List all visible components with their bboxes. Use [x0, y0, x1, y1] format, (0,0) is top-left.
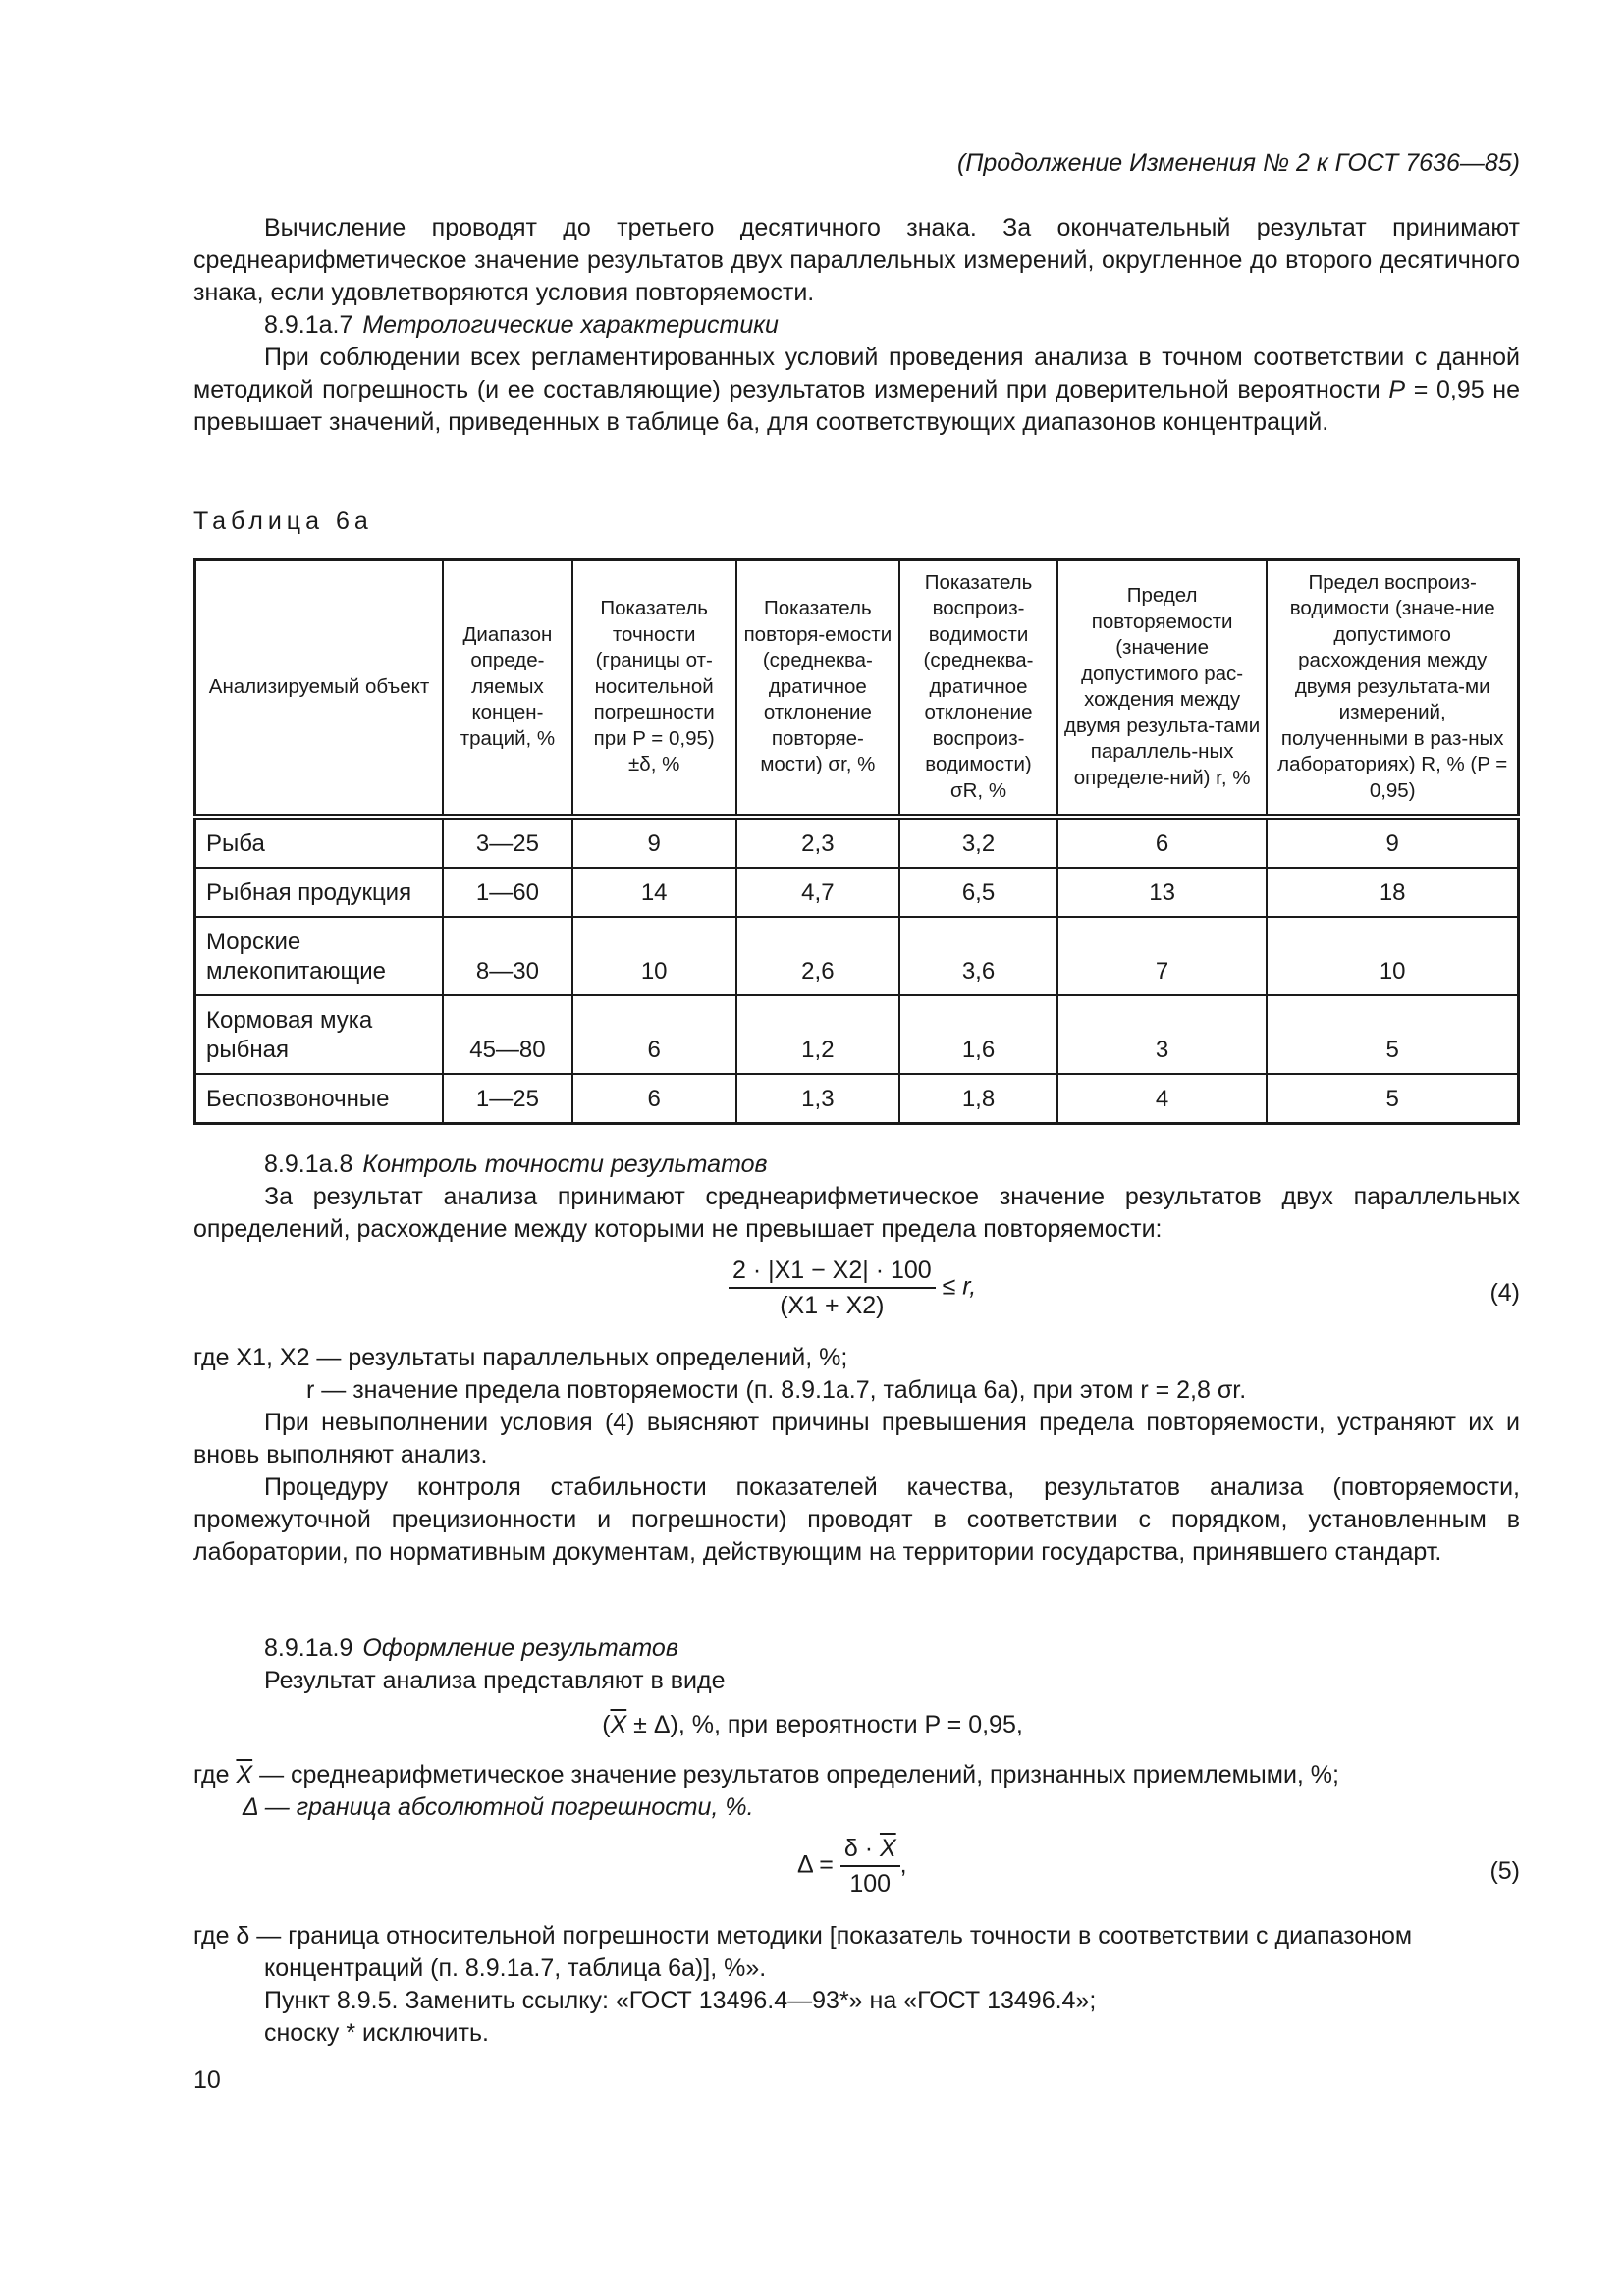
cell-object: Рыбная продукция [195, 868, 444, 917]
denominator: 100 [849, 1870, 892, 1897]
text-span: При соблюдении всех регламентированных условий проведения анализа в точном соответствии с данной методикой погрешность (и ее составляющие) результатов измерений при доверительной вероятности [193, 344, 1520, 403]
cell-accuracy: 10 [572, 917, 736, 995]
section-8-9-1a-8 [193, 1148, 1520, 1569]
amendment-footnote: сноску * исключить. [264, 2019, 489, 2047]
cell-object: Рыба [195, 817, 444, 868]
where-x-bar [193, 1759, 1520, 1791]
table-row [195, 917, 1519, 995]
formula-lhs: Δ = [797, 1850, 834, 1879]
cell-range: 1—60 [443, 868, 572, 917]
text-span: — среднеарифметическое значение результатов определений, признанных приемлемыми, %; [252, 1761, 1339, 1789]
running-head: (Продолжение Изменения № 2 к ГОСТ 7636—85) [956, 149, 1520, 177]
denominator: (X1 + X2) [780, 1292, 885, 1319]
formula-rhs: ≤ r, [942, 1272, 977, 1301]
cell-accuracy: 9 [572, 817, 736, 868]
section-heading-8-9-1a-7 [193, 309, 1520, 342]
header-accuracy: Показатель точности (границы от-носительной погрешности при P = 0,95) ±δ, % [572, 560, 736, 818]
cell-sigma-r: 1,2 [736, 995, 900, 1074]
x-bar: $\overline{X}$ [236, 1761, 253, 1789]
header-reproducibility-limit: Предел воспроиз-водимости (значе-ние допустимого расхождения между двумя результата-ми измерений, полученными в раз-ных лабораториях) R, % (P = 0,95) [1267, 560, 1518, 818]
table-row [195, 1074, 1519, 1124]
x-bar: $\overline{X}$ [610, 1711, 627, 1738]
cell-sigma-r: 1,3 [736, 1074, 900, 1124]
cell-R: 18 [1267, 868, 1518, 917]
cell-object: Кормовая мука рыбная [195, 995, 444, 1074]
cell-object: Беспозвоночные [195, 1074, 444, 1124]
text-span: δ · [843, 1835, 880, 1862]
numerator [840, 1834, 900, 1867]
section-title: Оформление результатов [362, 1634, 678, 1662]
cell-R: 10 [1267, 917, 1518, 995]
cell-range: 3—25 [443, 817, 572, 868]
equation-number: (4) [1489, 1279, 1520, 1307]
formula-4 [193, 1255, 1520, 1334]
fraction [729, 1255, 936, 1320]
table-caption: Таблица 6а [193, 507, 373, 535]
cell-sigma-r: 4,7 [736, 868, 900, 917]
header-repeatability: Показатель повторя-емости (среднеква-дратичное отклонение повторяе-мости) σr, % [736, 560, 900, 818]
header-reproducibility: Показатель воспроиз-водимости (среднеква-дратичное отклонение воспроиз-водимости) σR, % [899, 560, 1057, 818]
cell-accuracy: 14 [572, 868, 736, 917]
table-row [195, 868, 1519, 917]
cell-sigma-R: 6,5 [899, 868, 1057, 917]
cell-sigma-R: 1,8 [899, 1074, 1057, 1124]
cell-sigma-R: 1,6 [899, 995, 1057, 1074]
paragraph-failure: При невыполнении условия (4) выясняют причины превышения предела повторяемости, устраняют их и вновь выполняют анализ. [193, 1409, 1520, 1468]
cell-sigma-r: 2,3 [736, 817, 900, 868]
section-heading-8-9-1a-8 [193, 1148, 1520, 1181]
fraction [840, 1834, 900, 1898]
numerator: 2 · |X1 − X2| · 100 [729, 1255, 936, 1289]
cell-r: 3 [1057, 995, 1268, 1074]
cell-sigma-R: 3,2 [899, 817, 1057, 868]
text-span: где [193, 1761, 237, 1789]
table-6a-wrapper [193, 558, 1520, 1125]
equation-number: (5) [1489, 1857, 1520, 1885]
section-title: Метрологические характеристики [362, 311, 779, 339]
formula-5-expression: Δ = $\frac{\delta \cdot \overline{X}}{100}$ , [797, 1835, 907, 1897]
cell-accuracy: 6 [572, 995, 736, 1074]
where-delta: Δ — граница абсолютной погрешности, %. [243, 1793, 754, 1821]
section-8-9-1a-9 [193, 1632, 1520, 2050]
header-object: Анализируемый объект [195, 560, 444, 818]
table-row [195, 817, 1519, 868]
where-r: r — значение предела повторяемости (п. 8.9.1а.7, таблица 6а), при этом r = 2,8 σr. [306, 1376, 1247, 1404]
section-number: 8.9.1а.8 [264, 1150, 353, 1178]
page-number: 10 [193, 2066, 221, 2094]
cell-range: 1—25 [443, 1074, 572, 1124]
text-span: ± Δ), %, при вероятности P = 0,95, [626, 1711, 1023, 1738]
header-range: Диапазон опреде-ляемых концен-траций, % [443, 560, 572, 818]
x-bar: $\overline{X}$ [879, 1835, 896, 1862]
cell-R: 5 [1267, 995, 1518, 1074]
cell-R: 5 [1267, 1074, 1518, 1124]
paragraph-stability-control: Процедуру контроля стабильности показателей качества, результатов анализа (повторяемости, промежуточной прецизионности и погрешности) проводят в соответствии с порядком, установленным в лаборатории, по нормативным документам, действующим на территории государства, принявшего стандарт. [193, 1473, 1520, 1566]
paragraph-result-form: Результат анализа представляют в виде [264, 1667, 726, 1694]
where-x1-x2: где X1, X2 — результаты параллельных определений, %; [193, 1344, 848, 1371]
where-delta-relative: где δ — граница относительной погрешности методики [показатель точности в соответствии с диапазоном концентраций (п. 8.9.1а.7, таблица 6а)], %». [193, 1922, 1413, 1982]
formula-5 [193, 1834, 1520, 1912]
cell-range: 45—80 [443, 995, 572, 1074]
cell-r: 6 [1057, 817, 1268, 868]
text-span: = 0,95 не превышает значений, приведенных в таблице 6а, для соответствующих диапазонов концентраций. [193, 376, 1520, 436]
cell-R: 9 [1267, 817, 1518, 868]
cell-object: Морские млекопитающие [195, 917, 444, 995]
cell-sigma-R: 3,6 [899, 917, 1057, 995]
text-span: P [1388, 376, 1406, 403]
table-header-row [195, 560, 1519, 818]
header-repeatability-limit: Предел повторяемости (значение допустимого рас-хождения между двумя результа-тами параллель-ных определе-ний) r, % [1057, 560, 1268, 818]
section-title: Контроль точности результатов [362, 1150, 768, 1178]
table-6a [193, 558, 1520, 1125]
cell-sigma-r: 2,6 [736, 917, 900, 995]
formula-4-expression [729, 1255, 976, 1320]
cell-r: 7 [1057, 917, 1268, 995]
paragraph-accuracy-control: За результат анализа принимают среднеарифметическое значение результатов двух параллельных определений, расхождение между которыми не превышает предела повторяемости: [193, 1183, 1520, 1243]
section-number: 8.9.1а.7 [264, 311, 353, 339]
cell-r: 4 [1057, 1074, 1268, 1124]
table-row [195, 995, 1519, 1074]
amendment-8-9-5: Пункт 8.9.5. Заменить ссылку: «ГОСТ 13496.4—93*» на «ГОСТ 13496.4»; [264, 1987, 1097, 2014]
cell-accuracy: 6 [572, 1074, 736, 1124]
section-heading-8-9-1a-9 [193, 1632, 1520, 1665]
paragraph-metrology [193, 342, 1520, 439]
result-expression: $(\overline{X} \pm \Delta)$, %, при вероятности P = 0,95, [602, 1711, 1023, 1738]
cell-range: 8—30 [443, 917, 572, 995]
paragraph-calculation: Вычисление проводят до третьего десятичного знака. За окончательный результат принимают среднеарифметическое значение результатов двух параллельных измерений, округленное до второго десятичного знака, если удовлетворяются условия повторяемости. [193, 214, 1520, 306]
body-top [193, 212, 1520, 439]
section-number: 8.9.1а.9 [264, 1634, 353, 1662]
cell-r: 13 [1057, 868, 1268, 917]
